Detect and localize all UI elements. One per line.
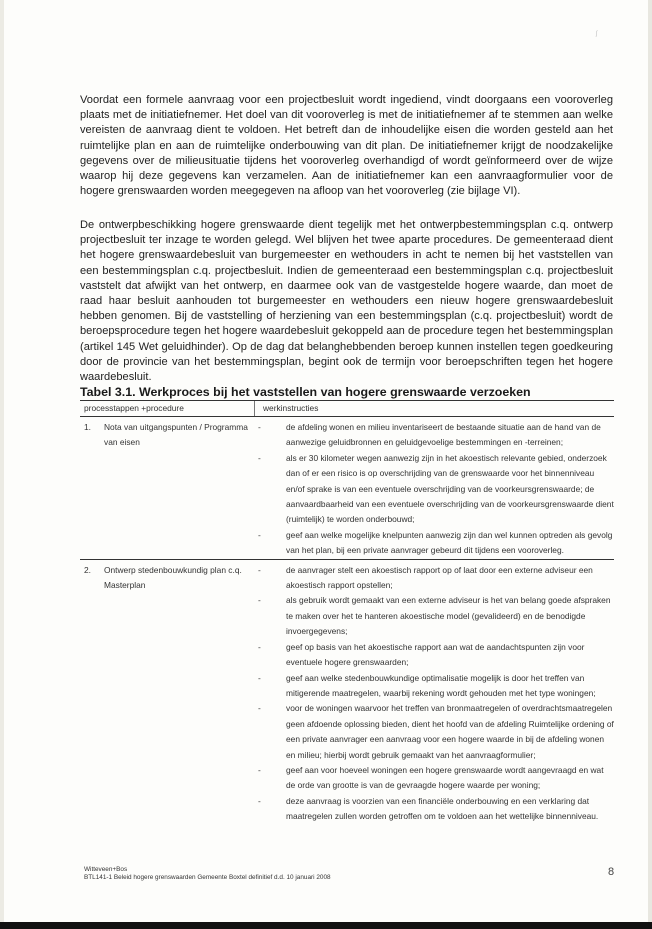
werkproces-table	[80, 400, 614, 825]
bullet-dash: -	[258, 672, 261, 683]
footer-company: Witteveen+Bos	[84, 866, 128, 873]
header-werkinstructies: werkinstructies	[263, 403, 319, 413]
row-instructions	[252, 420, 614, 559]
bullet-dash: -	[258, 641, 261, 652]
scan-edge-left	[0, 0, 4, 922]
table-row	[80, 560, 614, 825]
scan-speck: ʃ	[596, 31, 598, 37]
bullet-dash: -	[258, 595, 261, 606]
row-step: Ontwerp stedenbouwkundig plan c.q. Masterplan	[104, 564, 242, 591]
row-number: 2.	[84, 564, 91, 575]
paragraph-ontwerpbeschikking: De ontwerpbeschikking hogere grenswaarde dient tegelijk met het ontwerpbestemmingsplan c.q. ontwerp projectbesluit ter inzage te worden gelegd. Wel blijven het twee aparte procedures. De gemeenteraad dient het hogere grenswaardebesluit van burgemeester en wethouders in acht te nemen bij het vaststellen van een bestemmingsplan c.q. projectbesluit. Indien de gemeenteraad een bestemmingsplan c.q. projectbesluit vaststelt dat afwijkt van het ontwerp, en daarmee ook van de vastgestelde hogere waarde, dan moet de raad haar besluit aanhouden tot burgemeester en wethouders een nieuw hogere grenswaardebesluit hebben genomen. Bij de vaststelling of herziening van een bestemmingsplan (c.q. projectbesluit) wordt de beroepsprocedure tegen het hogere waardebesluit gekoppeld aan de procedure tegen het bestemmingsplan (artikel 145 Wet geluidhinder). Op de dag dat belanghebbenden beroep kunnen instellen tegen goedkeuring door de provincie van het bestemmingsplan, begint ook de termijn voor beroepschriften tegen het hogere waardebesluit.	[80, 219, 613, 384]
instruction-item: - de aanvrager stelt een akoestisch rapport op of laat door een externe adviseur een akoestisch rapport opstellen;	[252, 563, 614, 594]
bullet-dash: -	[258, 795, 261, 806]
bullet-dash: -	[258, 529, 261, 540]
table-header-row	[80, 400, 614, 417]
instruction-item: - de afdeling wonen en milieu inventariseert de bestaande situatie aan de hand van de aanwezige geluidbronnen en geluidgevoelige bestemmingen en -terreinen;	[252, 420, 614, 451]
scan-edge-bottom	[0, 922, 652, 929]
row-number: 1.	[84, 422, 91, 432]
bullet-dash: -	[258, 564, 261, 575]
instruction-item: - als er 30 kilometer wegen aanwezig zijn in het akoestisch relevante gebied, onderzoek dan of er een risico is op overschrijding van de grenswaarde voor het binnenniveau en/of sprake is van een eventuele overschrijding van de voorkeursgrenswaarde; de aanvaardbaarheid van een eventuele overschrijding van de voorkeursgrenswaarde dient (ruimtelijk) te worden onderbouwd;	[252, 451, 614, 528]
paragraph-vooroverleg: Voordat een formele aanvraag voor een projectbesluit wordt ingediend, vindt doorgaans een vooroverleg plaats met de initiatiefnemer. Het doel van dit vooroverleg is met de initiatiefnemer af te stemmen aan welke vereisten de aanvraag dient te voldoen. Het betreft dan de inhoudelijke eisen die worden gesteld aan het ruimtelijke plan en aan de ruimtelijke onderbouwing van dit plan. De initiatiefnemer krijgt de noodzakelijke gegevens over de milieusituatie tijdens het vooroverleg overhandigd of wordt geïnformeerd over de wijze waarop hij deze gegevens kan verzamelen. Aan de initiatiefnemer kan een aanvraagformulier voor de hogere grenswaarden worden meegegeven na afloop van het vooroverleg (zie bijlage VI).	[80, 94, 613, 198]
scan-edge-right	[648, 0, 652, 922]
page-number: 8	[608, 866, 615, 878]
instruction-item: - geef aan welke stedenbouwkundige optimalisatie mogelijk is door het treffen van mitigerende maatregelen, waarbij rekening wordt gehouden met het type woningen;	[252, 671, 614, 702]
instruction-item: - geef aan voor hoeveel woningen een hogere grenswaarde wordt aangevraagd en wat de orde van grootte is van de gevraagde hogere waarde per woning;	[252, 763, 614, 794]
table-row	[80, 417, 614, 560]
instruction-item: - deze aanvraag is voorzien van een financiële onderbouwing en een verklaring dat maatregelen zullen worden getroffen om te voldoen aan het wettelijke binnenniveau.	[252, 794, 614, 825]
page-footer	[84, 866, 331, 882]
bullet-dash: -	[258, 764, 261, 775]
footer-document-ref: BTL141-1 Beleid hogere grenswaarden Gemeente Boxtel definitief d.d. 10 januari 2008	[84, 874, 331, 881]
instruction-item: - voor de woningen waarvoor het treffen van bronmaatregelen of overdrachtsmaatregelen geen afdoende oplossing bieden, dient het hoofd van de afdeling Ruimtelijke ordening of een private aanvrager een aanvraag voor een hogere waarde in bij de afdeling wonen en milieu; hierbij wordt gebruik gemaakt van het aanvraagformulier;	[252, 701, 614, 763]
row-step: Nota van uitgangspunten / Programma van eisen	[104, 422, 248, 448]
header-processtappen: processtappen +procedure	[80, 401, 255, 416]
bullet-dash: -	[258, 703, 261, 714]
instruction-item: - geef op basis van het akoestische rapport aan wat de aandachtspunten zijn voor eventuele hogere grenswaarden;	[252, 640, 614, 671]
instruction-item: - als gebruik wordt gemaakt van een externe adviseur is het van belang goede afspraken te maken over het te hanteren akoestische model (gevalideerd) en de benodigde invoergegevens;	[252, 593, 614, 639]
row-instructions	[252, 563, 614, 825]
bullet-dash: -	[258, 422, 261, 432]
instruction-item: - geef aan welke mogelijke knelpunten aanwezig zijn dan wel kunnen optreden als gevolg van het plan, bij een private aanvrager gebeurd dit tijdens een vooroverleg.	[252, 528, 614, 559]
table-title: Tabel 3.1. Werkproces bij het vaststellen van hogere grenswaarde verzoeken	[80, 385, 531, 399]
bullet-dash: -	[258, 452, 261, 463]
